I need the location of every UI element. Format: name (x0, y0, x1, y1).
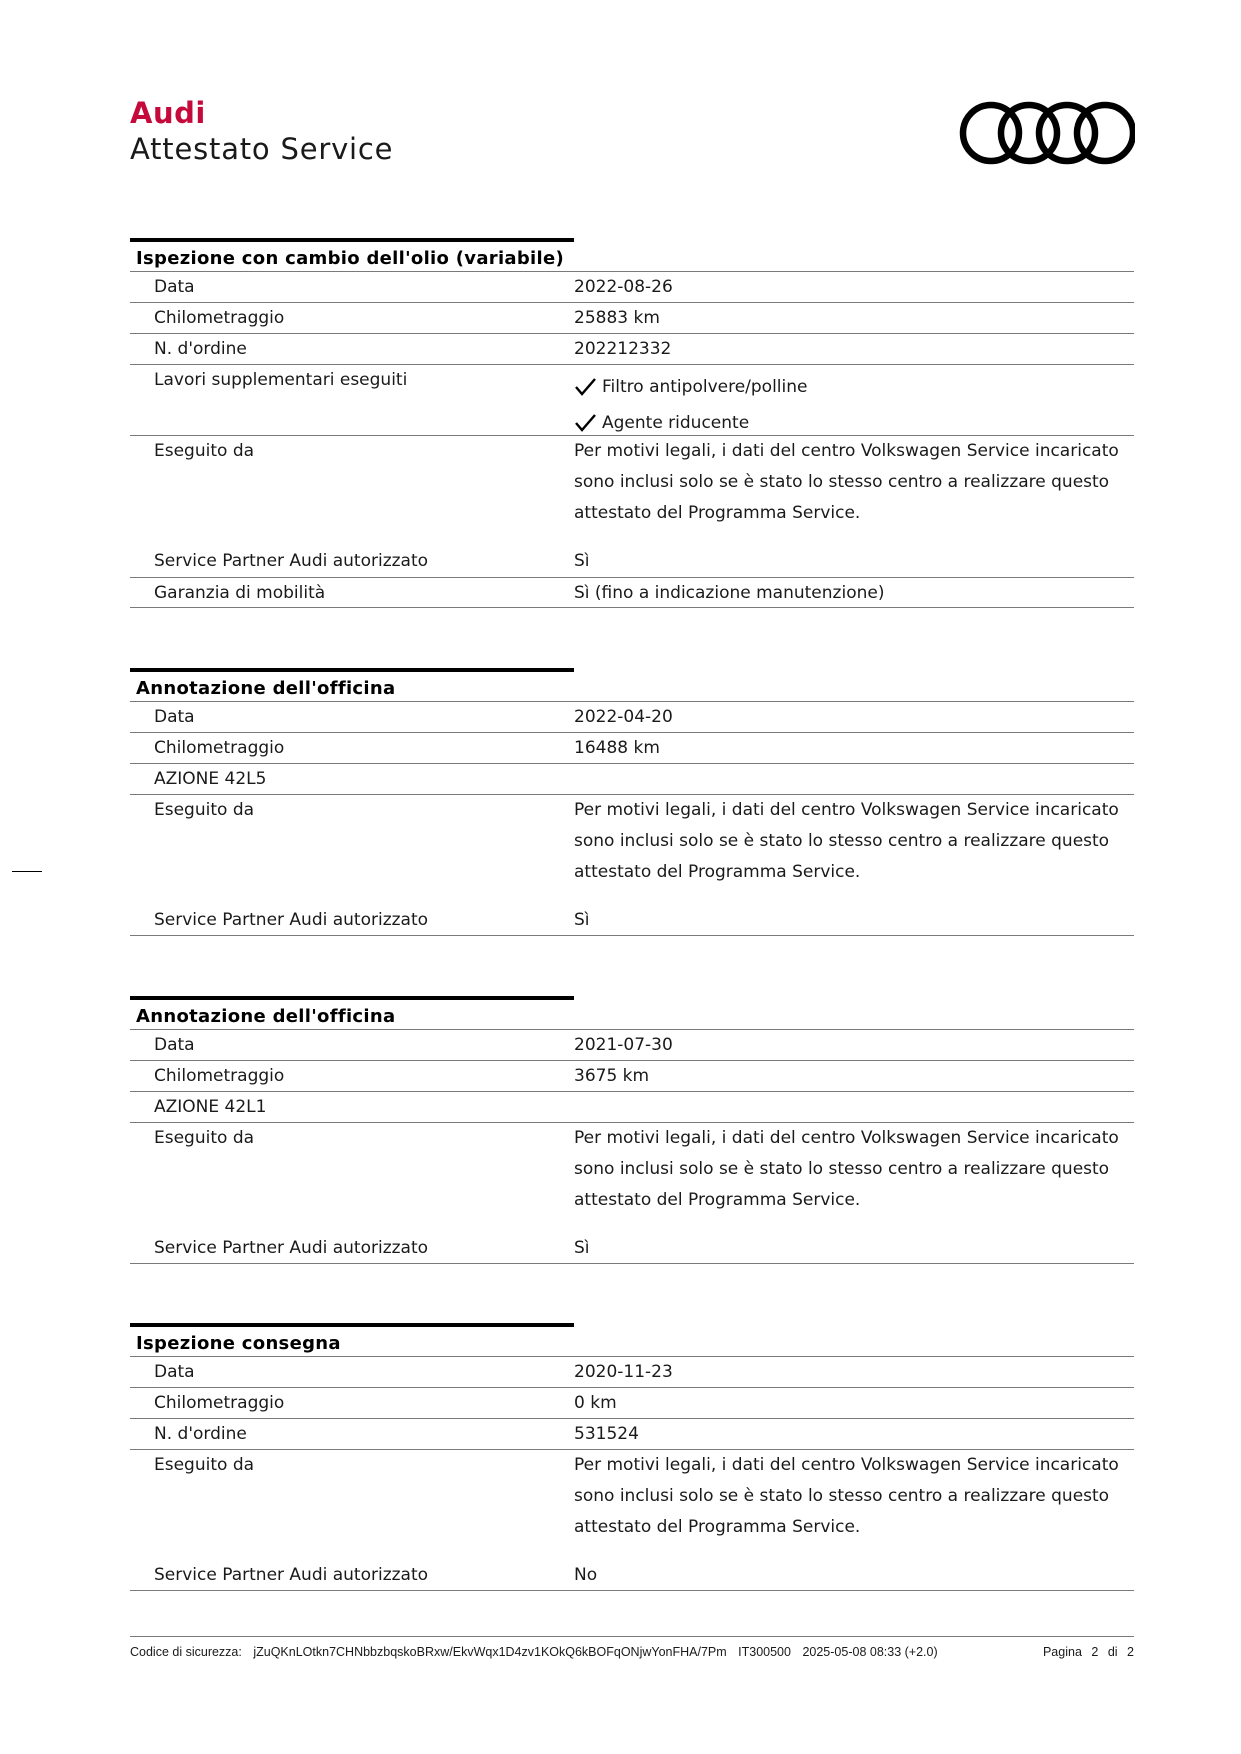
row-lavori (130, 364, 1134, 435)
legal-line: attestato del Programma Service. (574, 1190, 861, 1210)
legal-line: attestato del Programma Service. (574, 1517, 861, 1537)
legal-line: sono inclusi solo se è stato lo stesso centro a realizzare questo (574, 1159, 1110, 1179)
row-partner (130, 1233, 1134, 1264)
row-label: Chilometraggio (154, 1393, 285, 1413)
row-value: 3675 km (574, 1066, 650, 1086)
footer (130, 1636, 1134, 1659)
row-eseguito (130, 1449, 1134, 1560)
row-data (130, 271, 1134, 302)
brand-name: Audi (130, 96, 206, 130)
checkmark-icon (574, 377, 598, 397)
legal-line: attestato del Programma Service. (574, 503, 861, 523)
row-value: 2020-11-23 (574, 1362, 673, 1382)
section-ispezione-consegna (130, 1323, 1134, 1591)
row-azione (130, 763, 1134, 794)
row-label: Eseguito da (154, 1128, 255, 1148)
row-label: Data (154, 277, 195, 297)
row-mobilita (130, 577, 1134, 608)
row-ordine (130, 333, 1134, 364)
row-label: Chilometraggio (154, 738, 285, 758)
section-title: Ispezione consegna (130, 1323, 574, 1356)
row-label: Service Partner Audi autorizzato (154, 910, 429, 930)
row-value (574, 365, 1134, 435)
lavori-item (574, 369, 1134, 405)
row-km (130, 732, 1134, 763)
lavori-item-label: Filtro antipolvere/polline (602, 377, 808, 397)
section-title: Annotazione dell'officina (130, 996, 574, 1029)
row-partner (130, 546, 1134, 577)
row-ordine (130, 1418, 1134, 1449)
row-label: Data (154, 1362, 195, 1382)
legal-line: Per motivi legali, i dati del centro Volkswagen Service incaricato (574, 1128, 1119, 1148)
row-label: Service Partner Audi autorizzato (154, 1238, 429, 1258)
timestamp: 2025-05-08 08:33 (+2.0) (802, 1645, 938, 1659)
row-data (130, 1029, 1134, 1060)
legal-line: sono inclusi solo se è stato lo stesso centro a realizzare questo (574, 831, 1110, 851)
row-label: Garanzia di mobilità (154, 583, 326, 603)
row-value: 0 km (574, 1393, 617, 1413)
section-annotazione-2 (130, 996, 1134, 1264)
row-eseguito (130, 794, 1134, 905)
section-ispezione-olio (130, 238, 1134, 608)
row-label: AZIONE 42L5 (154, 769, 267, 789)
row-label: Eseguito da (154, 1455, 255, 1475)
row-km (130, 1060, 1134, 1091)
legal-line: Per motivi legali, i dati del centro Volkswagen Service incaricato (574, 441, 1119, 461)
row-label: Lavori supplementari eseguiti (154, 370, 408, 390)
legal-line: sono inclusi solo se è stato lo stesso centro a realizzare questo (574, 472, 1110, 492)
page-total: 2 (1127, 1645, 1134, 1659)
row-data (130, 701, 1134, 732)
row-km (130, 1387, 1134, 1418)
row-value: 531524 (574, 1424, 639, 1444)
page-current: 2 (1091, 1645, 1099, 1659)
row-label: N. d'ordine (154, 339, 247, 359)
row-eseguito (130, 1122, 1134, 1233)
row-label: Eseguito da (154, 800, 255, 820)
section-title: Annotazione dell'officina (130, 668, 574, 701)
row-label: N. d'ordine (154, 1424, 247, 1444)
document-header (130, 96, 393, 168)
row-label: Service Partner Audi autorizzato (154, 551, 429, 571)
legal-line: attestato del Programma Service. (574, 862, 861, 882)
row-value: 2022-04-20 (574, 707, 673, 727)
fold-mark (12, 871, 42, 872)
row-label: Data (154, 1035, 195, 1055)
row-label: Data (154, 707, 195, 727)
row-value: Sì (fino a indicazione manutenzione) (574, 583, 885, 603)
row-value: Sì (574, 551, 590, 571)
lavori-item-label: Agente riducente (602, 413, 750, 433)
row-km (130, 302, 1134, 333)
checkmark-icon (574, 413, 598, 433)
row-label: Chilometraggio (154, 308, 285, 328)
section-title: Ispezione con cambio dell'olio (variabile) (130, 238, 574, 271)
dealer-code: IT300500 (738, 1645, 791, 1659)
row-value: 2021-07-30 (574, 1035, 673, 1055)
row-label: Service Partner Audi autorizzato (154, 1565, 429, 1585)
row-partner (130, 1560, 1134, 1591)
row-value: 16488 km (574, 738, 660, 758)
row-value: Sì (574, 1238, 590, 1258)
row-eseguito (130, 435, 1134, 546)
row-value: Sì (574, 910, 590, 930)
row-value (574, 436, 1134, 546)
row-azione (130, 1091, 1134, 1122)
row-label: Chilometraggio (154, 1066, 285, 1086)
legal-line: sono inclusi solo se è stato lo stesso centro a realizzare questo (574, 1486, 1110, 1506)
page-number (1037, 1645, 1134, 1659)
footer-security (130, 1645, 946, 1659)
section-annotazione-1 (130, 668, 1134, 936)
row-data (130, 1356, 1134, 1387)
audi-rings-icon (955, 100, 1135, 170)
row-partner (130, 905, 1134, 936)
page-label: Pagina (1042, 1645, 1082, 1659)
row-value: No (574, 1565, 598, 1585)
row-value (574, 1123, 1134, 1233)
page-of: di (1107, 1645, 1118, 1659)
row-value (574, 1450, 1134, 1560)
legal-line: Per motivi legali, i dati del centro Volkswagen Service incaricato (574, 800, 1119, 820)
row-label: Eseguito da (154, 441, 255, 461)
legal-line: Per motivi legali, i dati del centro Volkswagen Service incaricato (574, 1455, 1119, 1475)
row-value: 25883 km (574, 308, 660, 328)
security-label: Codice di sicurezza: (130, 1645, 242, 1659)
row-value (574, 795, 1134, 905)
row-value: 202212332 (574, 339, 672, 359)
document-title: Attestato Service (130, 132, 394, 166)
row-value: 2022-08-26 (574, 277, 673, 297)
security-code: jZuQKnLOtkn7CHNbbzbqskoBRxw/EkvWqx1D4zv1KOkQ6kBOFqONjwYonFHA/7Pm (253, 1645, 727, 1659)
row-label: AZIONE 42L1 (154, 1097, 267, 1117)
